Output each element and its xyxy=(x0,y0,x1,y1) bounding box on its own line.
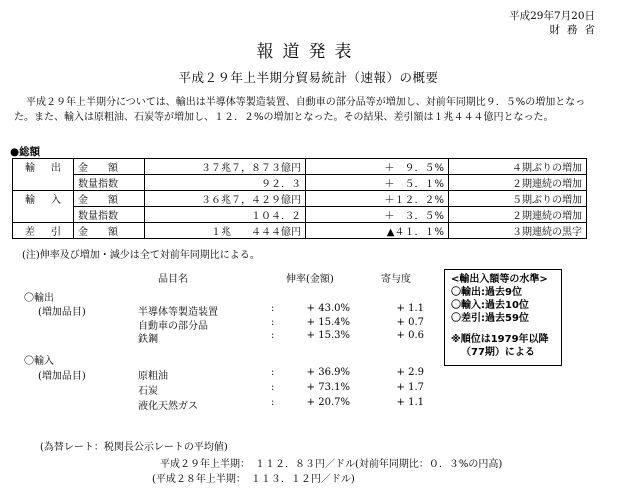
import-item-growth: + 36.9% xyxy=(306,367,350,378)
import-group-label: 〇輸入 xyxy=(24,356,54,367)
row-indicator: 金 額 xyxy=(74,223,145,239)
row-rate: ▲４１．１% xyxy=(306,223,449,239)
colon-mark: : xyxy=(271,367,275,378)
export-item-contrib: + 1.1 xyxy=(396,303,424,314)
row-indicator: 数量指数 xyxy=(74,207,145,223)
release-date: 平成29年7月20日 xyxy=(509,10,595,22)
page-subtitle: 平成２９年上半期分貿易統計（速報）の概要 xyxy=(178,70,439,85)
row-rate: ＋ ５．１% xyxy=(306,175,449,191)
row-value: １０４．２ xyxy=(145,207,306,223)
page-title: 報道発表 xyxy=(256,42,361,62)
row-indicator: 金 額 xyxy=(74,159,145,175)
import-item-contrib: + 1.7 xyxy=(396,382,424,393)
row-note: ２期連続の増加 xyxy=(449,207,587,223)
row-rate: ＋ ３．５% xyxy=(306,207,449,223)
table-row xyxy=(13,223,587,239)
row-indicator: 数量指数 xyxy=(74,175,145,191)
colon-mark: : xyxy=(271,382,275,393)
import-item-contrib: + 1.1 xyxy=(396,397,424,408)
row-category: 差引 xyxy=(13,223,74,239)
colon-mark: : xyxy=(271,303,275,314)
ranking-line: 〇輸出:過去9位 xyxy=(451,287,522,298)
import-item-name: 液化天然ガス xyxy=(138,401,198,412)
export-item-growth: + 43.0% xyxy=(306,303,350,314)
col-contrib-header: 寄与度 xyxy=(381,274,411,285)
export-group-label: 〇輸出 xyxy=(24,293,54,304)
ranking-line: 〇差引:過去59位 xyxy=(451,313,529,324)
ranking-line: 〇輸入:過去10位 xyxy=(451,300,529,311)
export-item-growth: + 15.3% xyxy=(306,330,350,341)
colon-mark: : xyxy=(271,397,275,408)
export-item-growth: + 15.4% xyxy=(306,317,350,328)
col-item-header: 品目名 xyxy=(158,274,188,285)
table-row xyxy=(13,159,587,175)
import-item-name: 原粗油 xyxy=(138,371,168,382)
intro-text: 平成２９年上半期分については、輸出は半導体等製造装置、自動車の部分品等が増加し、対前年同期比９．５%の増加となった。また、輸入は原粗油、石炭等が増加し、１２．２%の増加となった。その結果、差引額は１兆４４４億円となった。 xyxy=(14,97,586,123)
import-item-growth: + 20.7% xyxy=(306,397,350,408)
export-item-name: 鉄鋼 xyxy=(138,334,158,345)
row-indicator: 金 額 xyxy=(74,191,145,207)
import-item-contrib: + 2.9 xyxy=(396,367,424,378)
exchange-current: 平成２９年上半期： １１２．８３円／ドル(対前年同期比：０．３%の円高) xyxy=(160,459,503,470)
col-growth-header: 伸率(金額) xyxy=(286,274,334,285)
import-group-sub: (増加品目) xyxy=(38,371,86,382)
ranking-note: （77期）による xyxy=(461,347,535,358)
ministry-name: 財務省 xyxy=(549,24,602,36)
row-category: 輸入 xyxy=(13,191,74,207)
table-row xyxy=(13,191,587,207)
exchange-heading: (為替レート：税関長公示レートの平均値) xyxy=(40,442,228,453)
totals-footnote: (注)伸率及び増加・減少は全て対前年同期比による。 xyxy=(22,250,260,261)
totals-heading: ● 総額 xyxy=(10,144,40,159)
export-item-name: 自動車の部分品 xyxy=(138,321,208,332)
exchange-previous: (平成２８年上半期： １１３．１２円／ドル) xyxy=(152,474,355,485)
row-note: ３期連続の黒字 xyxy=(449,223,587,239)
table-row xyxy=(13,175,587,191)
row-note: ４期ぶりの増加 xyxy=(449,159,587,175)
colon-mark: : xyxy=(271,317,275,328)
export-group-sub: (増加品目) xyxy=(38,307,86,318)
row-value: １兆 ４４４億円 xyxy=(145,223,306,239)
row-category xyxy=(13,207,74,223)
row-note: ２期連続の増加 xyxy=(449,175,587,191)
row-value: ３６兆７，４２９億円 xyxy=(145,191,306,207)
ranking-note: ※順位は1979年以降 xyxy=(451,334,549,345)
row-rate: ＋１２．２% xyxy=(306,191,449,207)
row-note: ５期ぶりの増加 xyxy=(449,191,587,207)
import-item-growth: + 73.1% xyxy=(306,382,350,393)
release-date-block xyxy=(509,9,602,37)
intro-paragraph xyxy=(14,95,604,125)
row-category: 輸出 xyxy=(13,159,74,175)
import-item-name: 石炭 xyxy=(138,386,158,397)
ranking-title: <輸出入額等の水準> xyxy=(451,274,548,285)
row-value: ９２．３ xyxy=(145,175,306,191)
ranking-box xyxy=(444,269,562,366)
table-row xyxy=(13,207,587,223)
row-rate: ＋ ９．５% xyxy=(306,159,449,175)
colon-mark: : xyxy=(271,330,275,341)
export-item-contrib: + 0.6 xyxy=(396,330,424,341)
totals-table xyxy=(12,158,587,239)
row-value: ３７兆７，８７３億円 xyxy=(145,159,306,175)
export-item-contrib: + 0.7 xyxy=(396,317,424,328)
row-category xyxy=(13,175,74,191)
export-item-name: 半導体等製造装置 xyxy=(138,307,218,318)
